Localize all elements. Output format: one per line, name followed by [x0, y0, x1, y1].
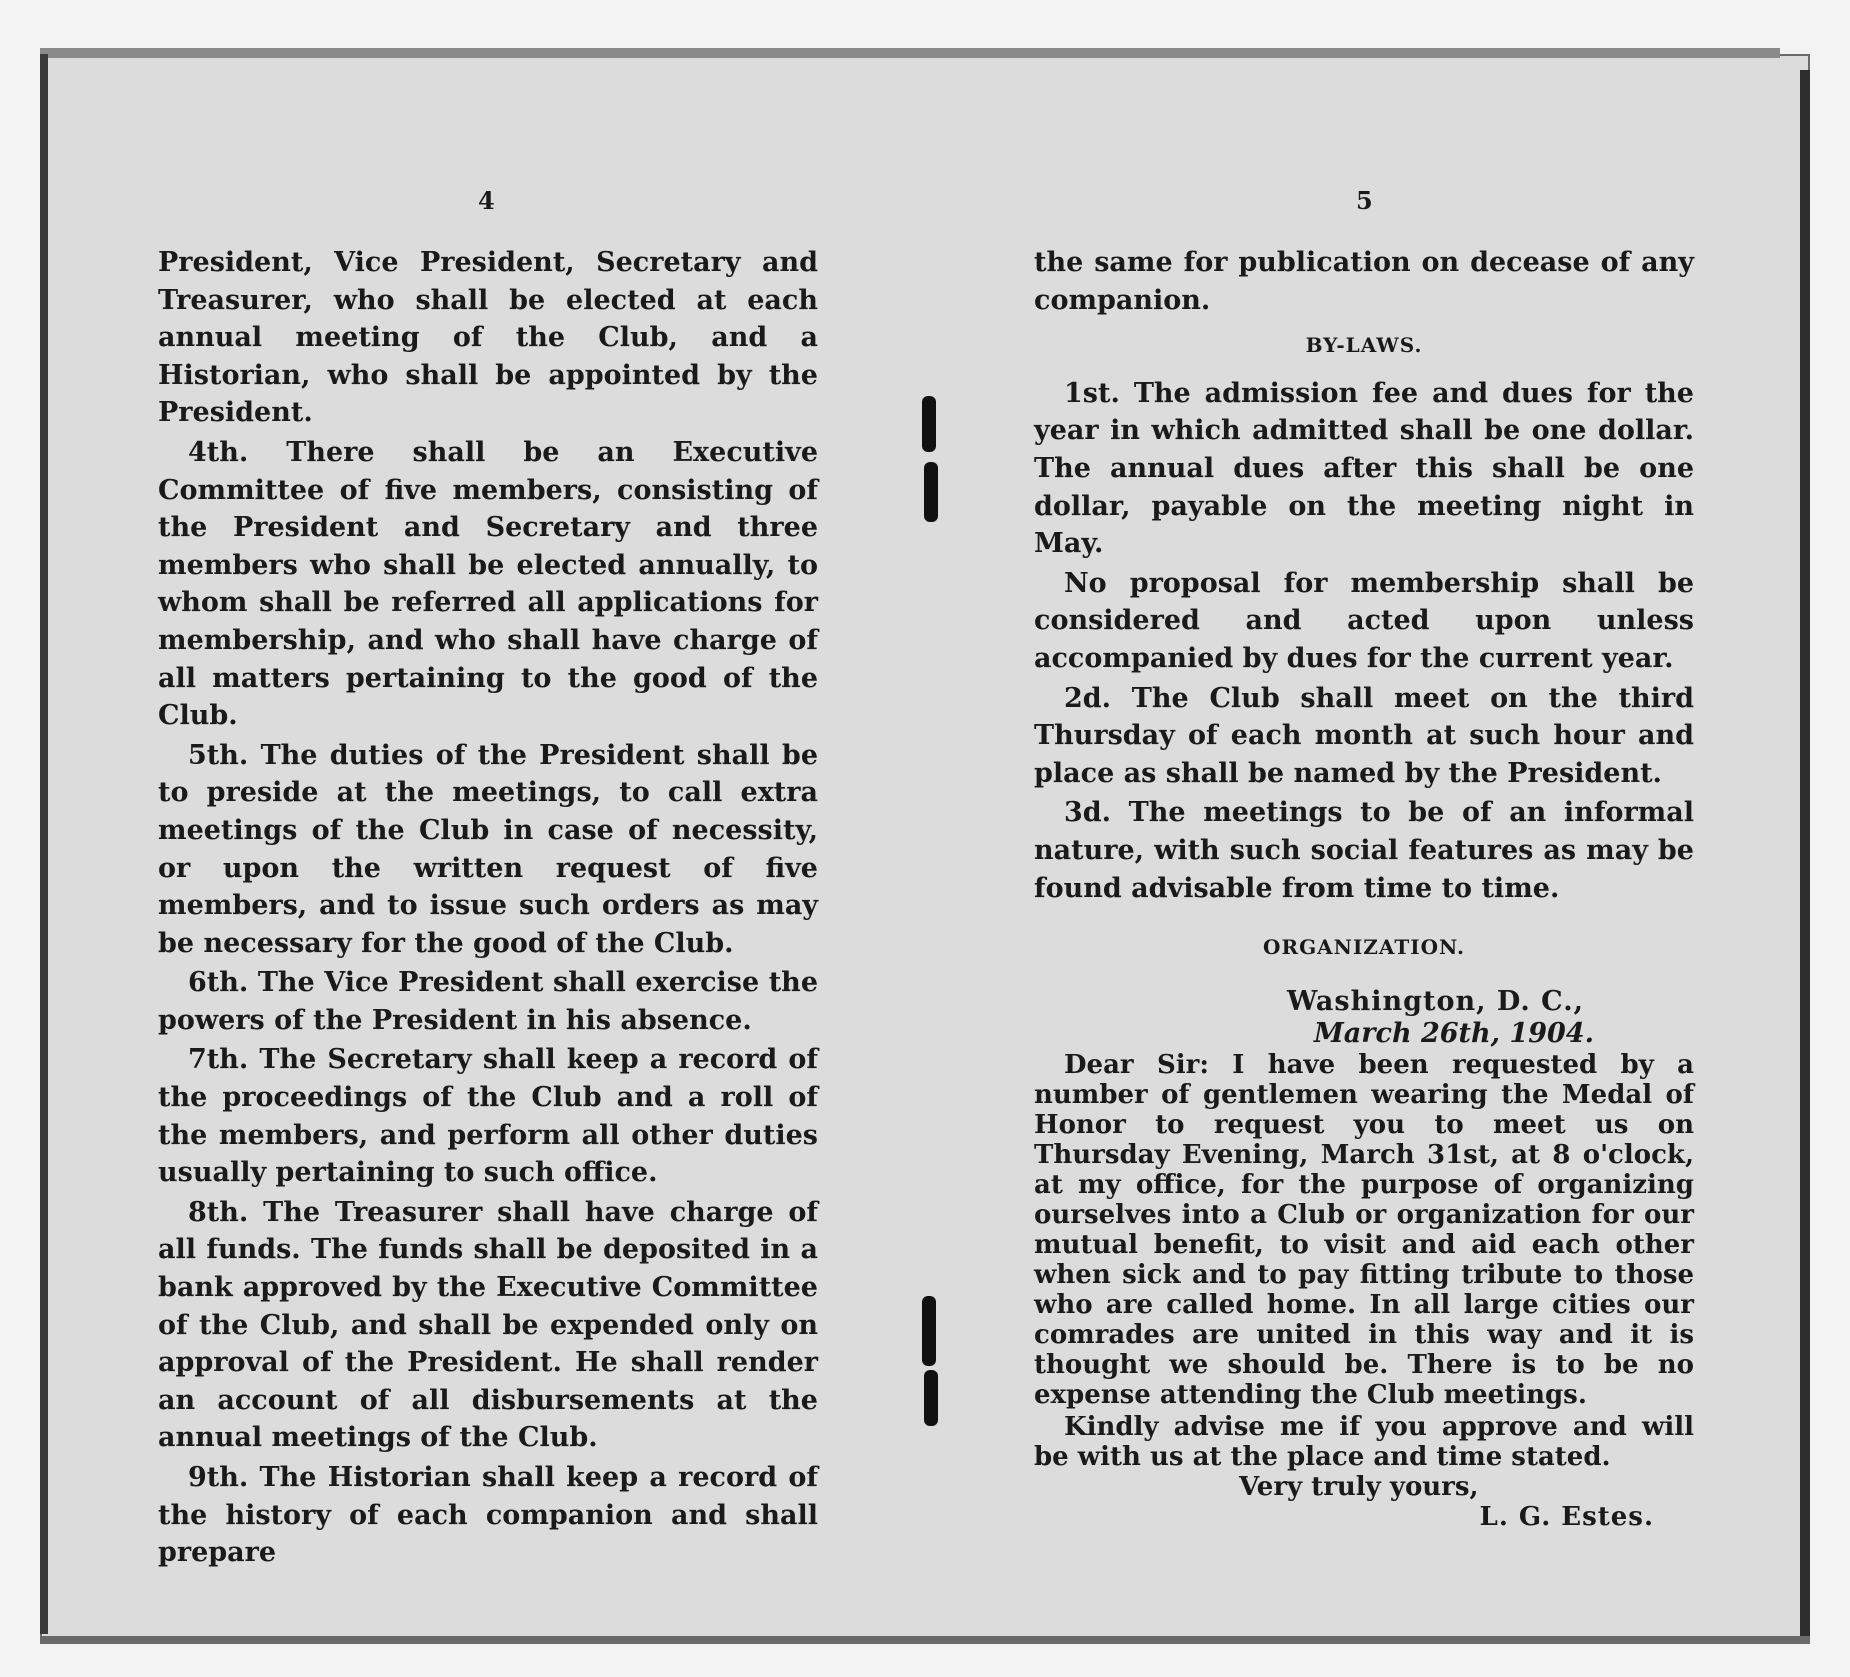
paragraph: 4th. There shall be an Executive Committee of five members, consisting of the President and Secretary and three members who shall be elected annually, to whom shall be referred all applications for membership, and who shall have charge of all matters pertaining to the good of the Club.	[158, 436, 818, 732]
paragraph: 6th. The Vice President shall exercise the powers of the President in his absence.	[158, 967, 818, 1036]
paragraph: 7th. The Secretary shall keep a record of the proceedings of the Club and a roll of the members, and perform all other duties usually pertaining to such office.	[158, 1044, 818, 1189]
bylaw: No proposal for membership shall be considered and acted upon unless accompanied by dues for the current year.	[1034, 567, 1694, 674]
scan-bottom-edge	[40, 1636, 1810, 1642]
letter-body: Dear Sir: I have been requested by a number of gentlemen wearing the Medal of Honor to request you to meet us on Thursday Evening, March 31st, at 8 o'clock, at my office, for the purpose of organizing ourselves into a Club or organization for our mutual benefit, to visit and aid each other when sick and to pay fitting tribute to those who are called home. In all large cities our comrades are united in this way and it is thought we should be. There is to be no expense attending the Club meetings.	[1034, 1050, 1694, 1411]
bylaws-heading: BY-LAWS.	[1305, 333, 1423, 358]
left-page	[158, 244, 818, 1572]
scan-top-edge	[40, 48, 1780, 58]
bylaw: 1st. The admission fee and dues for the year in which admitted shall be one dollar. The annual dues after this shall be one dollar, payable on the meeting night in May.	[1034, 377, 1694, 560]
bylaw: 2d. The Club shall meet on the third Thursday of each month at such hour and place as shall be named by the President.	[1034, 682, 1694, 789]
paragraph: President, Vice President, Secretary and Treasurer, who shall be elected at each annual meeting of the Club, and a Historian, who shall be appointed by the President.	[158, 247, 818, 429]
bylaw: 3d. The meetings to be of an informal nature, with such social features as may be found advisable from time to time.	[1034, 797, 1694, 904]
letter-date: March 26th, 1904.	[1313, 1018, 1594, 1050]
staple-mark-bottom-2	[924, 1370, 938, 1426]
scan-left-edge	[40, 54, 48, 1634]
paragraph: 9th. The Historian shall keep a record of the history of each companion and shall prepare	[158, 1462, 818, 1569]
staple-mark-top-1	[922, 396, 936, 452]
staple-mark-bottom-1	[922, 1296, 936, 1366]
paragraph: 8th. The Treasurer shall have charge of all funds. The funds shall be deposited in a bank approved by the Executive Committee of the Club, and shall be expended only on approval of the President. He shall render an account of all disbursements at the annual meetings of the Club.	[158, 1196, 818, 1454]
staple-mark-top-2	[924, 462, 938, 522]
continuation-text: the same for publication on decease of any companion.	[1034, 247, 1694, 316]
letter-place: Washington, D. C.,	[1286, 985, 1584, 1017]
letter-closing-request: Kindly advise me if you approve and will be with us at the place and time stated.	[1034, 1412, 1694, 1473]
signature: L. G. Estes.	[1479, 1502, 1654, 1533]
paragraph: 5th. The duties of the President shall be to preside at the meetings, to call extra meetings of the Club in case of necessity, or upon the written request of five members, and to issue such orders as may be necessary for the good of the Club.	[158, 739, 818, 959]
organization-heading: ORGANIZATION.	[1263, 935, 1465, 960]
page-number-left: 4	[478, 186, 495, 215]
right-page	[1034, 244, 1694, 1532]
valediction: Very truly yours,	[1239, 1472, 1479, 1503]
page-number-right: 5	[1356, 186, 1373, 215]
scan-right-edge	[1800, 70, 1810, 1640]
